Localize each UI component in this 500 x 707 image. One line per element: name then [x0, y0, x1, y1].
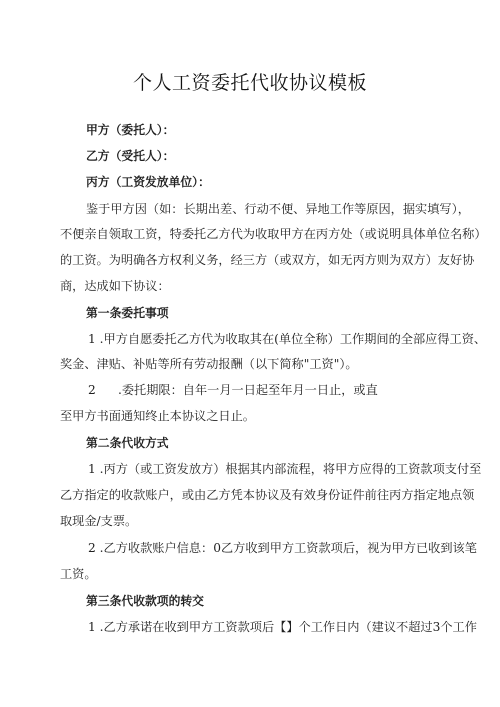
- article1-item2-text: .委托期限：自年一月一日起至年月一日止，或直: [118, 383, 378, 397]
- article1-heading: 第一条委托事项: [86, 306, 169, 320]
- article1-item1-line: 奖金、津贴、补贴等所有劳动报酬（以下简称"工资"）。: [60, 357, 358, 371]
- article2-item1-line: 乙方指定的收款账户，或由乙方凭本协议及有效身份证件前往丙方指定地点领: [60, 488, 475, 502]
- preamble-line: 的工资。为明确各方权利义务，经三方（或双方，如无丙方则为双方）友好协: [60, 253, 475, 267]
- article1-item2-number: 2: [88, 383, 96, 397]
- article1-item1-line: 1 .甲方自愿委托乙方代为收取其在(单位全称）工作期间的全部应得工资、: [88, 332, 487, 346]
- party-a-label: 甲方（委托人）：: [86, 123, 175, 137]
- article2-item1-line: 1 .丙方（或工资发放方）根据其内部流程，将甲方应得的工资款项支付至: [88, 462, 482, 476]
- article2-item1-line: 取现金/支票。: [60, 514, 138, 528]
- article2-item2-line: 2 .乙方收款账户信息：0乙方收到甲方工资款项后，视为甲方已收到该笔: [88, 541, 477, 555]
- party-c-label: 丙方（工资发放单位）：: [86, 175, 210, 189]
- article3-item1-line: 1 .乙方承诺在收到甲方工资款项后【】个工作日内（建议不超过3个工作: [88, 620, 477, 634]
- document-title: 个人工资委托代收协议模板: [132, 72, 367, 94]
- article1-item2-continued: 至甲方书面通知终止本协议之日止。: [60, 409, 255, 423]
- article2-heading: 第二条代收方式: [86, 436, 169, 450]
- preamble-line: 商，达成如下协议：: [60, 279, 170, 293]
- article3-heading: 第三条代收款项的转交: [86, 594, 204, 608]
- preamble-line: 鉴于甲方因（如：长期出差、行动不便、异地工作等原因，据实填写），: [86, 202, 470, 216]
- article2-item2-line: 工资。: [60, 567, 97, 581]
- party-b-label: 乙方（受托人）：: [86, 149, 175, 163]
- preamble-line: 不便亲自领取工资，特委托乙方代为收取甲方在丙方处（或说明具体单位名称）: [60, 227, 487, 241]
